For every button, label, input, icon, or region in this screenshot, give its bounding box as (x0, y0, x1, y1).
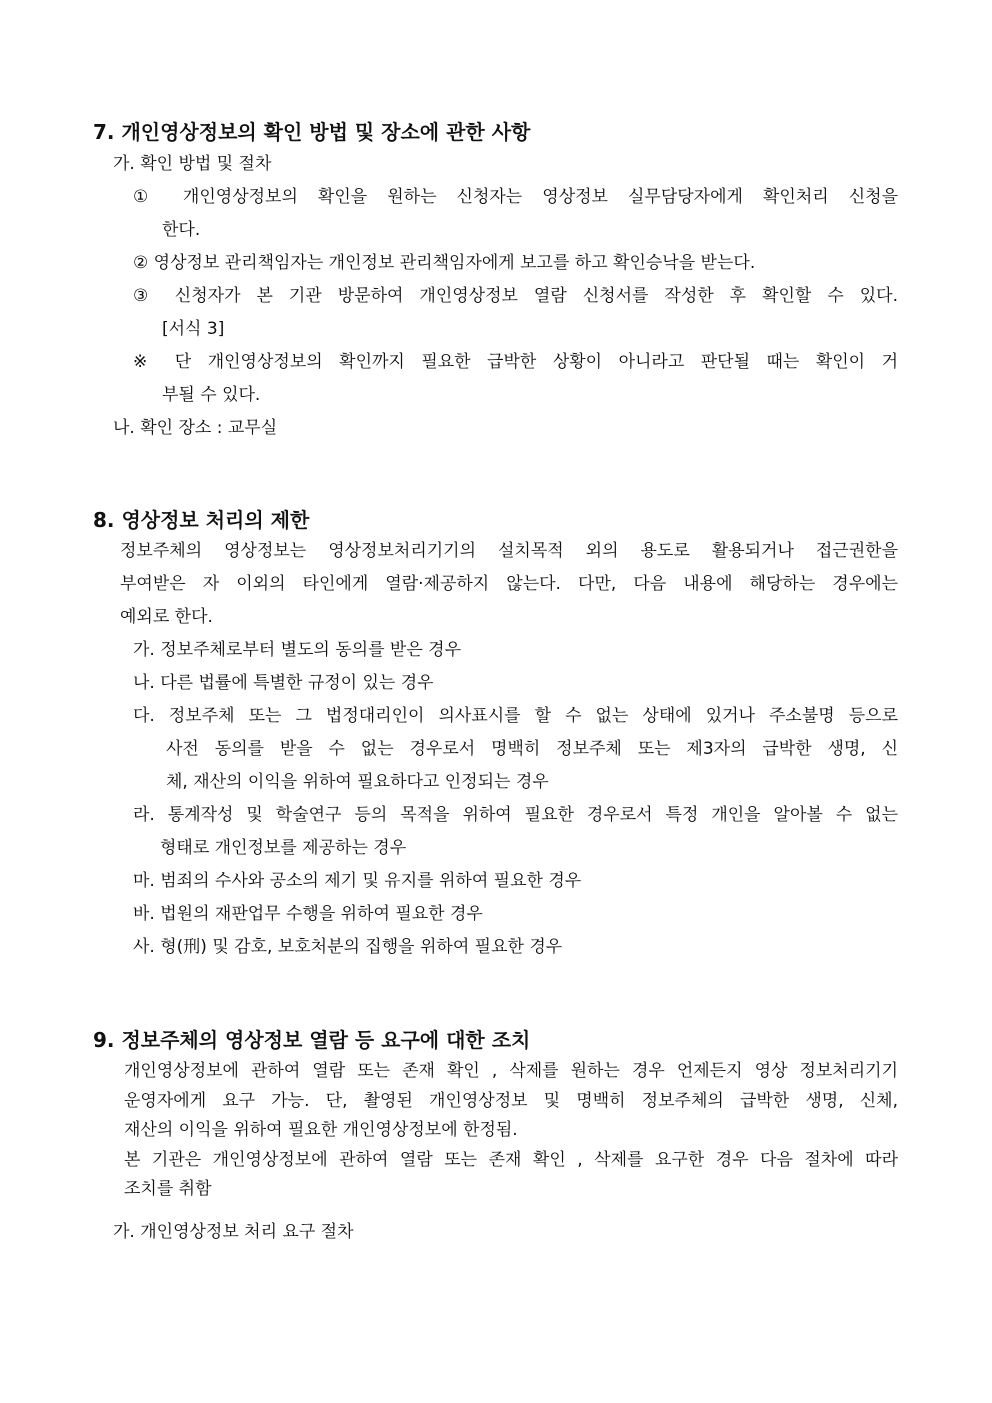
paragraph-line: 운영자에게 요구 가능. 단, 촬영된 개인영상정보 및 명백히 정보주체의 급박한 생명, 신체, (124, 1091, 898, 1111)
item-1: ① 개인영상정보의 확인을 원하는 신청자는 영상정보 실무담당자에게 확인처리 신청을 (133, 187, 898, 207)
list-item: 바. 법원의 재판업무 수행을 위하여 필요한 경우 (133, 904, 483, 924)
section-8-heading: 8. 영상정보 처리의 제한 (93, 508, 310, 532)
paragraph-line: 조치를 취함 (124, 1179, 212, 1199)
paragraph-line: 부여받은 자 이외의 타인에게 열람·제공하지 않는다. 다만, 다음 내용에 해당하는 경우에는 (120, 574, 898, 594)
list-item-cont: 사전 동의를 받을 수 없는 경우로서 명백히 정보주체 또는 제3자의 급박한 생명, 신 (166, 739, 898, 759)
list-item: 나. 다른 법률에 특별한 규정이 있는 경우 (133, 673, 434, 693)
item-2: ② 영상정보 관리책임자는 개인정보 관리책임자에게 보고를 하고 확인승낙을 받는다. (133, 253, 756, 273)
note: ※ 단 개인영상정보의 확인까지 필요한 급박한 상황이 아니라고 판단될 때는 확인이 거 (133, 352, 898, 372)
subsection-a: 가. 개인영상정보 처리 요구 절차 (113, 1222, 354, 1242)
paragraph-line: 개인영상정보에 관하여 열람 또는 존재 확인 , 삭제를 원하는 경우 언제든지 영상 정보처리기기 (124, 1061, 898, 1081)
note-cont: 부될 수 있다. (162, 385, 261, 405)
list-item: 사. 형(刑) 및 감호, 보호처분의 집행을 위하여 필요한 경우 (133, 937, 563, 957)
list-item: 다. 정보주체 또는 그 법정대리인이 의사표시를 할 수 없는 상태에 있거나 주소불명 등으로 (133, 706, 898, 726)
section-7-heading: 7. 개인영상정보의 확인 방법 및 장소에 관한 사항 (93, 120, 531, 144)
list-item-cont: 형태로 개인정보를 제공하는 경우 (160, 838, 407, 858)
list-item: 마. 범죄의 수사와 공소의 제기 및 유지를 위하여 필요한 경우 (133, 871, 582, 891)
section-9-heading: 9. 정보주체의 영상정보 열람 등 요구에 대한 조치 (93, 1028, 531, 1052)
paragraph-line: 정보주체의 영상정보는 영상정보처리기기의 설치목적 외의 용도로 활용되거나 접근권한을 (120, 541, 898, 561)
list-item-cont: 체, 재산의 이익을 위하여 필요하다고 인정되는 경우 (166, 772, 549, 792)
list-item: 가. 정보주체로부터 별도의 동의를 받은 경우 (133, 640, 462, 660)
paragraph-line: 예외로 한다. (120, 607, 213, 627)
paragraph-line: 재산의 이익을 위하여 필요한 개인영상정보에 한정됨. (124, 1120, 518, 1140)
item-3-cont: [서식 3] (162, 319, 225, 339)
list-item: 라. 통계작성 및 학술연구 등의 목적을 위하여 필요한 경우로서 특정 개인을 알아볼 수 없는 (133, 805, 898, 825)
subsection-b: 나. 확인 장소 : 교무실 (113, 418, 278, 438)
paragraph-line: 본 기관은 개인영상정보에 관하여 열람 또는 존재 확인 , 삭제를 요구한 경우 다음 절차에 따라 (124, 1150, 898, 1170)
item-1-cont: 한다. (162, 220, 201, 240)
subsection-a: 가. 확인 방법 및 절차 (113, 154, 272, 174)
item-3: ③ 신청자가 본 기관 방문하여 개인영상정보 열람 신청서를 작성한 후 확인할 수 있다. (133, 286, 898, 306)
